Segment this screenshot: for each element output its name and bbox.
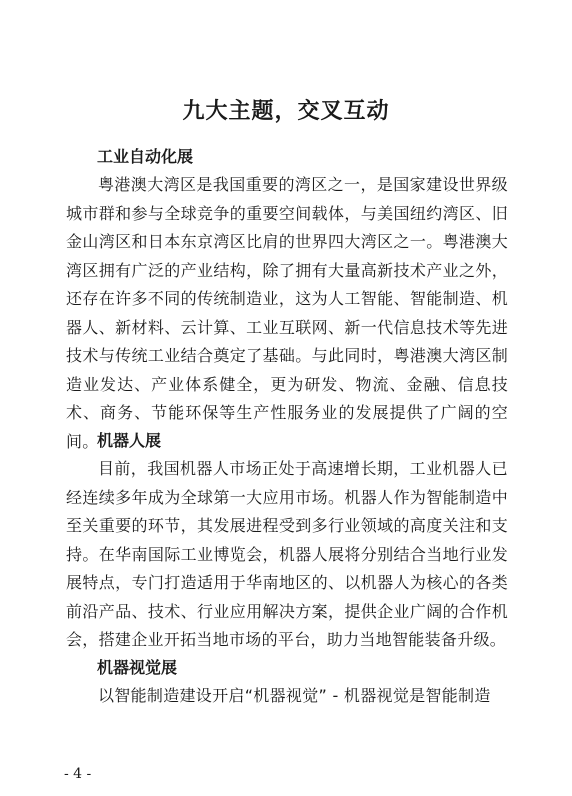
page-number: - 4 - <box>64 766 92 782</box>
section-heading-robot: 机器人展 <box>97 431 162 450</box>
document-title: 九大主题，交叉互动 <box>182 98 390 124</box>
section-paragraph-machine-vision: 以智能制造建设开启“机器视觉” - 机器视觉是智能制造 <box>98 686 491 705</box>
section-paragraph-industrial-automation: 粤港澳大湾区是我国重要的湾区之一，是国家建设世界级城市群和参与全球竞争的重要空间载体，与美国纽约湾区、旧金山湾区和日本东京湾区比肩的世界四大湾区之一。粤港澳大湾区拥有广泛的产业结构，除了拥有大量高新技术产业之外，还存在许多不同的传统制造业，这为人工智能、智能制造、机器人、新材料、云计算、工业互联网、新一代信息技术等先进技术与传统工业结合奠定了基础。与此同时，粤港澳大湾区制造业发达、产业体系健全，更为研发、物流、金融、信息技术、商务、节能环保等生产性服务业的发展提供了广阔的空间。 <box>66 175 508 451</box>
section-paragraph-robot: 目前，我国机器人市场正处于高速增长期，工业机器人已经连续多年成为全球第一大应用市场。机器人作为智能制造中至关重要的环节，其发展进程受到多行业领域的高度关注和支持。在华南国际工业博览会，机器人展将分别结合当地行业发展特点，专门打造适用于华南地区的、以机器人为核心的各类前沿产品、技术、行业应用解决方案，提供企业广阔的合作机会，搭建企业开拓当地市场的平台，助力当地智能装备升级。 <box>66 459 508 649</box>
section-heading-machine-vision: 机器视觉展 <box>97 658 178 677</box>
section-heading-industrial-automation: 工业自动化展 <box>97 147 194 166</box>
